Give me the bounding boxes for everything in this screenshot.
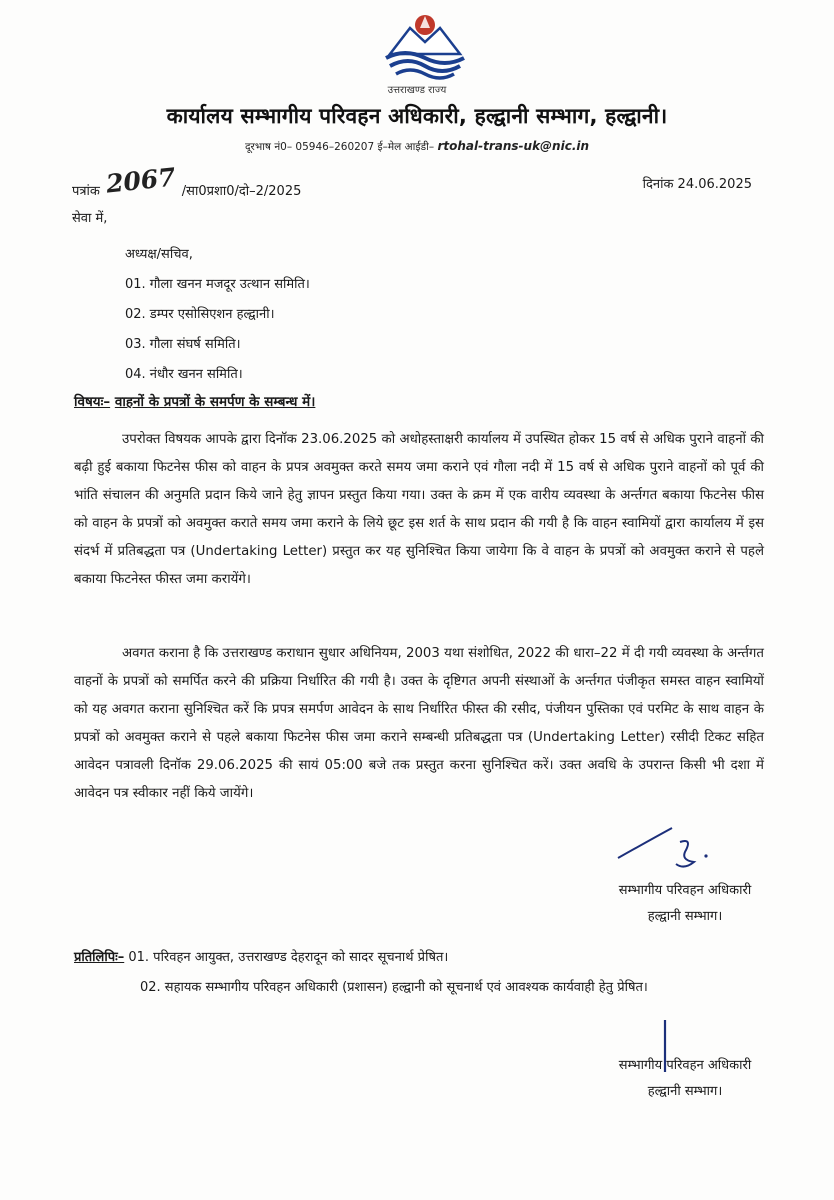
signatory-office: हल्द्वानी सम्भाग। — [647, 909, 723, 924]
addressee-line: अध्यक्ष/सचिव, — [125, 247, 193, 262]
reference-number: 2067 — [104, 162, 177, 199]
body-paragraph: उपरोक्त विषयक आपके द्वारा दिनॉक 23.06.2025 को अधोहस्ताक्षरी कार्यालय में उपस्थित होकर 15 वर्ष से अधिक पुराने वाहनों की बढ़ी हुई बकाया फिटनेस फीस को वाहन के प्रपत्र अवमुक्त करते समय जमा कराने एवं गौला नदी में 15 वर्ष से अधिक पुराने वाहनों को पूर्व की भांति संचालन की अनुमति प्रदान किये जाने हेतु ज्ञापन प्रस्तुत किया गया। उक्त के क्रम में एक वारीय व्यवस्था के अर्न्तगत बकाया फिटनेस फीस को वाहन के प्रपत्रों को अवमुक्त कराते समय जमा कराने के लिये छूट इस शर्त के साथ प्रदान की गयी है कि वाहन स्वामियों द्वारा कार्यालय में इस संदर्भ में प्रतिबद्धता पत्र (Undertaking Letter) प्रस्तुत कर यह सुनिश्चित किया जायेगा कि वे वाहन के प्रपत्रों को अवमुक्त कराने से पहले बकाया फिटनेस्त फीस्त जमा करायेंगे। — [74, 432, 765, 587]
copy-to-item: 01. परिवहन आयुक्त, उत्तराखण्ड देहरादून को सादर सूचनार्थ प्रेषित। — [128, 950, 449, 965]
addressee-line: 04. नंधौर खनन समिति। — [125, 367, 243, 382]
reference-prefix: पत्रांक — [72, 184, 100, 199]
signatory-block — [600, 1053, 770, 1105]
letter-date: दिनांक 24.06.2025 — [642, 177, 752, 192]
addressee-line: 01. गौला खनन मजदूर उत्थान समिति। — [125, 277, 310, 292]
state-emblem-icon — [380, 6, 470, 88]
copy-to-item: 02. सहायक सम्भागीय परिवहन अधिकारी (प्रशासन) हल्द्वानी को सूचनार्थ एवं आवश्यक कार्यवाही हेतु प्रेषित। — [140, 980, 648, 995]
reference-suffix: /सा0प्रशा0/दो–2/2025 — [181, 184, 302, 199]
signatory-block — [600, 878, 770, 930]
phone-text: दूरभाष नं0– 05946–260207 ई–मेल आईडी– — [244, 141, 435, 153]
reference-line — [72, 162, 302, 201]
subject-text: वाहनों के प्रपत्रों के समर्पण के सम्बन्ध में। — [114, 394, 316, 410]
addressee-line: 03. गौला संघर्ष समिति। — [125, 337, 241, 352]
email-text: rtohal-trans-uk@nic.in — [437, 139, 590, 153]
copy-to-line — [74, 943, 448, 973]
body-paragraph: अवगत कराना है कि उत्तराखण्ड कराधान सुधार अधिनियम, 2003 यथा संशोधित, 2022 की धारा–22 में दी गयी व्यवस्था के अर्न्तगत वाहनों के प्रपत्रों को समर्पित करने की प्रक्रिया निर्धारित की गयी है। उक्त के दृष्टिगत अपनी संस्थाओं के अर्न्तगत पंजीकृत समस्त वाहन स्वामियों को यह अवगत कराना सुनिश्चित करें कि प्रपत्र समर्पण आवेदन के साथ निर्धारित फीस्त की रसीद, पंजीयन पुस्तिका एवं परमिट के साथ वाहन के प्रपत्रों को अवमुक्त कराने से पहले बकाया फिटनेस फीस जमा कराने सम्बन्धी प्रतिबद्धता पत्र (Undertaking Letter) रसीदी टिकट सहित आवेदन पत्रावली दिनॉक 29.06.2025 की सायं 05:00 बजे तक प्रस्तुत करना सुनिश्चित करें। उक्त अवधि के उपरान्त किसी भी दशा में आवेदन पत्र स्वीकार नहीं किये जायेंगे। — [74, 646, 764, 801]
contact-line — [0, 139, 834, 154]
state-label: उत्तराखण्ड राज्य — [387, 85, 447, 96]
salutation: सेवा में, — [72, 211, 108, 226]
signatory-office: हल्द्वानी सम्भाग। — [647, 1084, 723, 1099]
office-title: कार्यालय सम्भागीय परिवहन अधिकारी, हल्द्वानी सम्भाग, हल्द्वानी। — [166, 104, 668, 128]
addressee-list — [125, 240, 310, 390]
subject-line — [74, 392, 315, 410]
addressee-line: 02. डम्पर एसोसिएशन हल्द्वानी। — [125, 307, 275, 322]
copy-to-label: प्रतिलिपिः– — [74, 950, 125, 965]
subject-label: विषयः– — [74, 394, 111, 410]
handwritten-signature — [610, 820, 720, 870]
signatory-designation: सम्भागीय परिवहन अधिकारी — [618, 1058, 752, 1073]
signatory-designation: सम्भागीय परिवहन अधिकारी — [618, 883, 752, 898]
